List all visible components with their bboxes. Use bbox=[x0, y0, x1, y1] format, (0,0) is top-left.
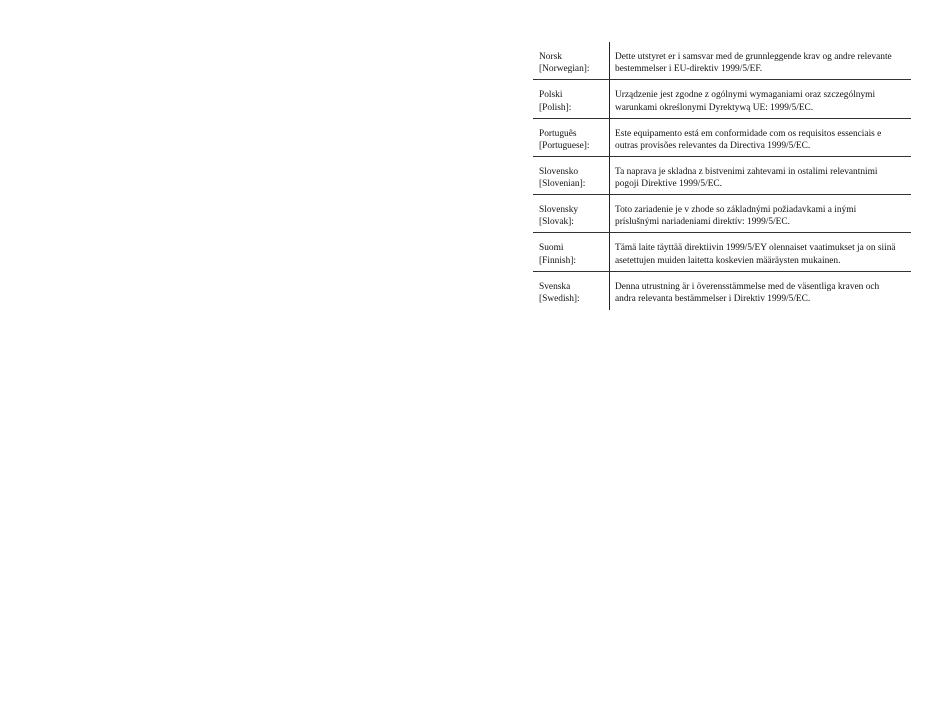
declaration-line: bestemmelser i EU-direktiv 1999/5/EF. bbox=[615, 64, 763, 75]
language-name: Slovensky bbox=[539, 205, 579, 216]
declaration-line: Denna utrustning är i överensstämmelse med de väsentliga kraven och bbox=[615, 281, 880, 292]
declaration-text-cell bbox=[615, 89, 911, 113]
language-english-name: [Polish]: bbox=[539, 102, 572, 113]
language-cell bbox=[539, 204, 607, 228]
declaration-line: andra relevanta bestämmelser i Direktiv 1999/5/EC. bbox=[615, 293, 811, 304]
language-english-name: [Slovenian]: bbox=[539, 179, 586, 190]
declaration-line: príslušnými nariadeniami direktív: 1999/5/EC. bbox=[615, 217, 790, 228]
table-row-norwegian bbox=[533, 42, 911, 80]
language-english-name: [Slovak]: bbox=[539, 217, 574, 228]
declaration-line: Ta naprava je skladna z bistvenimi zahtevami in ostalimi relevantnimi bbox=[615, 166, 878, 177]
declaration-text-cell bbox=[615, 242, 911, 266]
language-cell bbox=[539, 281, 607, 305]
language-name: Suomi bbox=[539, 243, 564, 254]
language-name: Slovensko bbox=[539, 166, 579, 177]
table-row-slovenian bbox=[533, 157, 911, 195]
declaration-text-cell bbox=[615, 128, 911, 152]
language-cell bbox=[539, 166, 607, 190]
declaration-line: Tämä laite täyttää direktiivin 1999/5/EY olennaiset vaatimukset ja on siinä bbox=[615, 243, 896, 254]
declaration-text-cell bbox=[615, 166, 911, 190]
language-cell bbox=[539, 89, 607, 113]
language-cell bbox=[539, 51, 607, 75]
declaration-line: asetettujen muiden laitetta koskevien määräysten mukainen. bbox=[615, 255, 841, 266]
declaration-line: warunkami określonymi Dyrektywą UE: 1999/5/EC. bbox=[615, 102, 814, 113]
language-english-name: [Portuguese]: bbox=[539, 140, 590, 151]
language-english-name: [Finnish]: bbox=[539, 255, 576, 266]
table-row-portuguese bbox=[533, 119, 911, 157]
declaration-line: Este equipamento está em conformidade com os requisitos essenciais e bbox=[615, 128, 882, 139]
declaration-line: outras provisões relevantes da Directiva 1999/5/EC. bbox=[615, 140, 811, 151]
language-english-name: [Norwegian]: bbox=[539, 64, 590, 75]
language-cell bbox=[539, 242, 607, 266]
language-name: Norsk bbox=[539, 52, 562, 62]
table-row-swedish bbox=[533, 272, 911, 310]
declaration-line: Toto zariadenie je v zhode so základnými požiadavkami a inými bbox=[615, 205, 857, 216]
table-row-finnish bbox=[533, 233, 911, 271]
declaration-line: pogoji Direktive 1999/5/EC. bbox=[615, 179, 723, 190]
declaration-of-conformity-table bbox=[533, 42, 911, 310]
declaration-text-cell bbox=[615, 281, 911, 305]
declaration-text-cell bbox=[615, 204, 911, 228]
language-cell bbox=[539, 128, 607, 152]
declaration-text-cell bbox=[615, 51, 911, 75]
table-row-polish bbox=[533, 80, 911, 118]
language-english-name: [Swedish]: bbox=[539, 293, 580, 304]
table-row-slovak bbox=[533, 195, 911, 233]
declaration-line: Urządzenie jest zgodne z ogólnymi wymaganiami oraz szczególnymi bbox=[615, 90, 876, 101]
language-name: Polski bbox=[539, 90, 563, 101]
declaration-line: Dette utstyret er i samsvar med de grunnleggende krav og andre relevante bbox=[615, 52, 892, 62]
language-name: Português bbox=[539, 128, 577, 139]
language-name: Svenska bbox=[539, 281, 571, 292]
